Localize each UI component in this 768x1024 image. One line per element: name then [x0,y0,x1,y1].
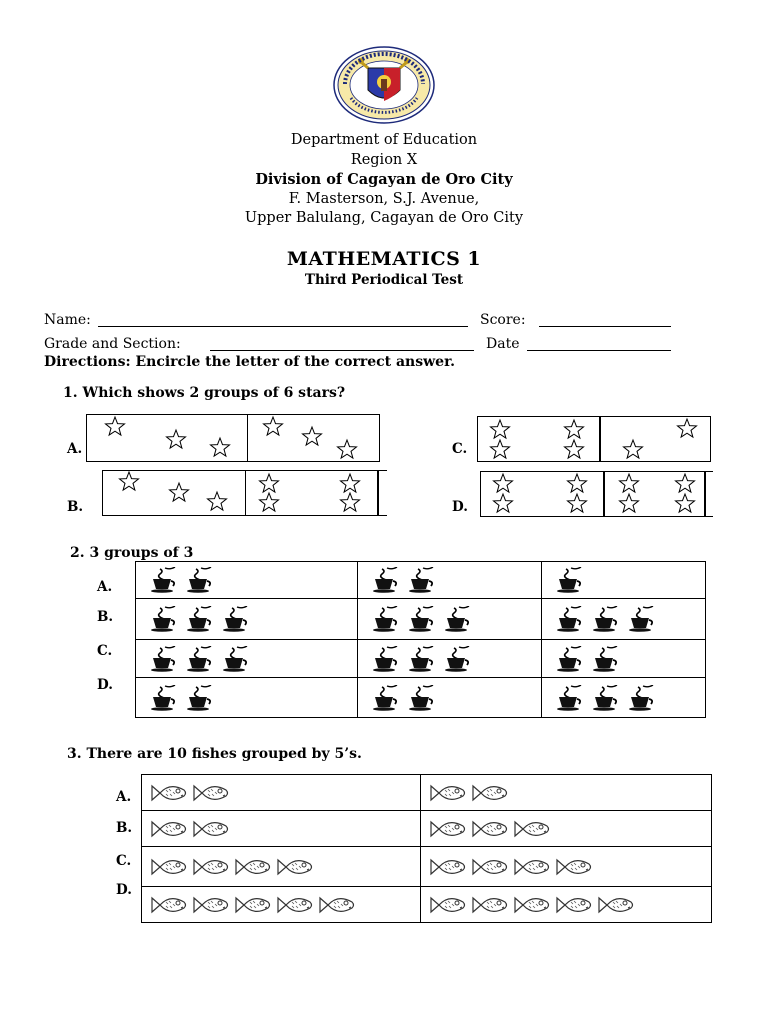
fish-icon [150,782,188,804]
fish-icon [513,818,551,840]
cup-icon [592,685,622,711]
cup-icon [556,685,586,711]
fish-icon [234,856,272,878]
q3-option-b[interactable]: B. [116,820,133,836]
cup-icon [444,606,474,632]
question-2-text: 2. 3 groups of 3 [70,545,194,561]
star-icon [167,430,186,448]
cup-icon [628,685,658,711]
date-label: Date [486,336,520,352]
q1-b-box [102,470,387,516]
q2-option-c[interactable]: C. [97,643,113,659]
q3-option-d[interactable]: D. [116,882,132,898]
cup-icon [186,606,216,632]
star-icon [260,493,279,511]
q2-option-d[interactable]: D. [97,677,113,693]
question-1-text: 1. Which shows 2 groups of 6 stars? [63,385,346,401]
star-icon [120,472,139,490]
division-line: Division of Cagayan de Oro City [255,171,513,188]
cup-icon [186,646,216,672]
star-icon [491,420,510,438]
fish-icon [429,818,467,840]
star-icon [170,483,189,501]
address-line-2: Upper Balulang, Cagayan de Oro City [244,210,524,226]
q1-c-box [477,416,711,462]
fish-icon [276,894,314,916]
q1-option-a[interactable]: A. [67,441,83,457]
star-icon [264,417,283,435]
fish-icon [513,856,551,878]
star-icon [678,419,697,437]
q1-option-c[interactable]: C. [452,441,468,457]
star-icon [676,474,695,492]
star-icon [565,420,584,438]
fish-icon [318,894,356,916]
fish-icon [192,894,230,916]
grade-section-label: Grade and Section: [44,336,181,352]
q1-d-box [480,471,713,517]
cup-icon [408,646,438,672]
name-label: Name: [44,312,91,328]
cup-icon [150,685,180,711]
address-line-1: F. Masterson, S.J. Avenue, [288,191,480,207]
q1-d-stars [481,472,713,516]
fish-icon [513,894,551,916]
cup-icon [628,606,658,632]
fish-icon [555,856,593,878]
cup-icon [186,685,216,711]
q3-option-c[interactable]: C. [116,853,132,869]
department-line: Department of Education [290,132,478,148]
grade-section-blank[interactable] [210,350,474,351]
fish-icon [597,894,635,916]
fish-icon [429,782,467,804]
fish-icon [192,782,230,804]
cup-icon [408,606,438,632]
star-icon [341,474,360,492]
cup-icon [556,606,586,632]
fish-icon [555,894,593,916]
cup-icon [372,606,402,632]
cup-icon [150,646,180,672]
test-subtitle: Third Periodical Test [304,272,464,288]
q1-b-stars [103,471,387,515]
star-icon [620,474,639,492]
star-icon [494,494,513,512]
cup-icon [556,567,586,593]
directions: Directions: Encircle the letter of the correct answer. [44,354,456,370]
region-line: Region X [350,152,418,168]
fish-icon [276,856,314,878]
cup-icon [592,646,622,672]
cup-icon [222,646,252,672]
cup-icon [556,646,586,672]
fish-icon [150,856,188,878]
star-icon [211,438,230,456]
star-icon [568,474,587,492]
q2-cups-table [135,561,706,718]
fish-icon [234,894,272,916]
cup-icon [372,685,402,711]
name-blank[interactable] [98,326,468,327]
fish-icon [150,894,188,916]
cup-icon [222,606,252,632]
star-icon [106,417,125,435]
cup-icon [186,567,216,593]
fish-icon [471,782,509,804]
star-icon [303,427,322,445]
star-icon [341,493,360,511]
star-icon [624,440,643,458]
fish-icon [150,818,188,840]
cup-icon [372,646,402,672]
date-blank[interactable] [527,350,671,351]
cup-icon [444,646,474,672]
q3-fish-table [141,774,712,923]
cup-icon [150,606,180,632]
fish-icon [429,894,467,916]
fish-icon [192,818,230,840]
star-icon [338,440,357,458]
q3-option-a[interactable]: A. [116,789,132,805]
fish-icon [471,856,509,878]
star-icon [494,474,513,492]
q1-option-d[interactable]: D. [452,499,468,515]
fish-icon [192,856,230,878]
q2-option-b[interactable]: B. [97,609,114,625]
q1-a-stars [87,415,379,461]
fish-icon [471,818,509,840]
cup-icon [592,606,622,632]
cup-icon [372,567,402,593]
star-icon [620,494,639,512]
star-icon [565,440,584,458]
question-3-text: 3. There are 10 fishes grouped by 5’s. [67,746,362,762]
star-icon [491,440,510,458]
q1-c-stars [478,417,710,461]
cup-icon [408,685,438,711]
star-icon [260,474,279,492]
star-icon [676,494,695,512]
q1-a-box [86,414,380,462]
cup-icon [408,567,438,593]
q1-option-b[interactable]: B. [67,499,84,515]
score-blank[interactable] [539,326,671,327]
fish-icon [471,894,509,916]
q2-option-a[interactable]: A. [97,579,113,595]
star-icon [568,494,587,512]
star-icon [208,492,227,510]
cup-icon [150,567,180,593]
deped-seal [333,46,435,124]
score-label: Score: [480,312,526,328]
fish-icon [429,856,467,878]
test-title: MATHEMATICS 1 [286,248,482,270]
